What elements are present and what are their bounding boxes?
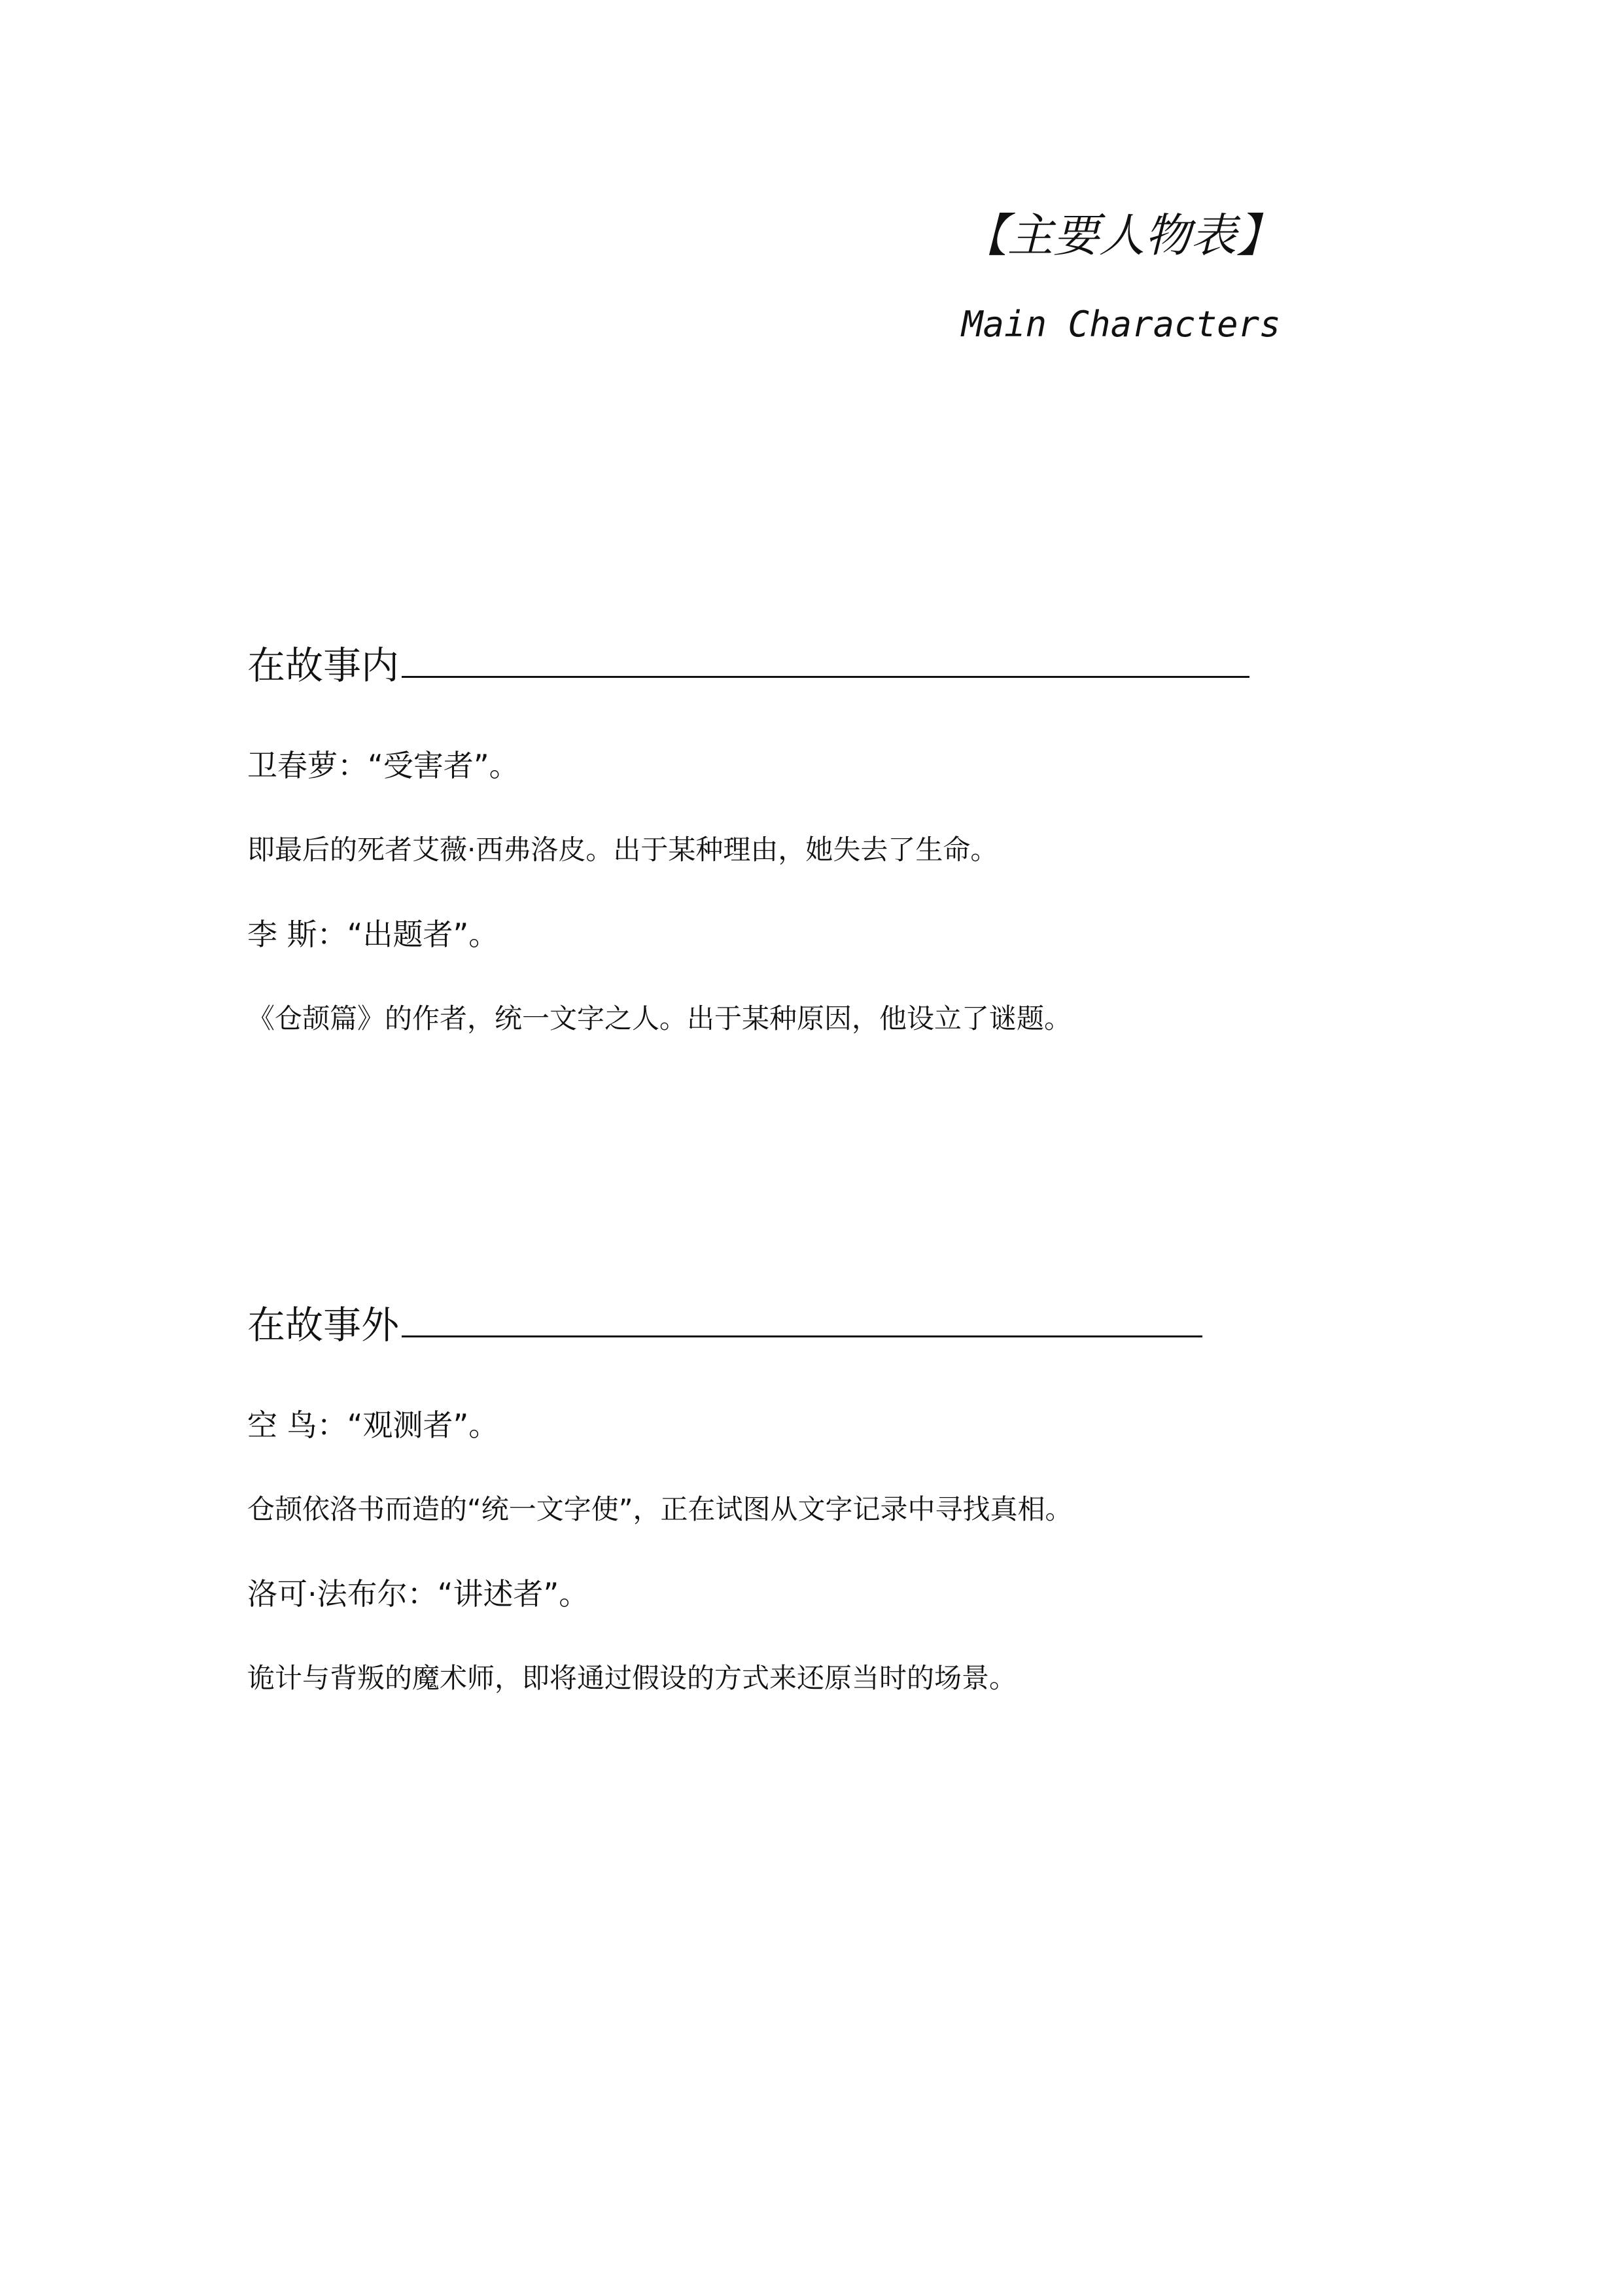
page-subtitle: Main Characters <box>962 304 1281 345</box>
section-heading-text: 在故事外 <box>247 1303 400 1347</box>
page-title: 【主要人物表】 <box>962 209 1282 262</box>
character-description: 诡计与背叛的魔术师，即将通过假设的方式来还原当时的场景。 <box>247 1661 1017 1694</box>
section-heading <box>247 1301 1202 1347</box>
title-block <box>962 208 1302 346</box>
section-heading-text: 在故事内 <box>247 643 400 688</box>
section-heading <box>247 641 1249 687</box>
section-divider-line <box>402 676 1249 678</box>
character-description: 仓颉依洛书而造的“统一文字使”，正在试图从文字记录中寻找真相。 <box>247 1493 1073 1526</box>
character-name: 李 斯：“出题者”。 <box>247 916 499 952</box>
character-description: 即最后的死者艾薇·西弗洛皮。出于某种理由，她失去了生命。 <box>247 834 998 866</box>
section-outside-story <box>247 1301 1202 1695</box>
section-divider-line <box>402 1335 1202 1337</box>
character-description: 《仓颉篇》的作者，统一文字之人。出于某种原因，他设立了谜题。 <box>247 1002 1072 1034</box>
character-name: 洛可·法布尔：“讲述者”。 <box>247 1576 589 1612</box>
character-name: 空 鸟：“观测者”。 <box>247 1407 499 1443</box>
character-name: 卫春萝：“受害者”。 <box>247 748 519 783</box>
section-inside-story <box>247 641 1249 1035</box>
